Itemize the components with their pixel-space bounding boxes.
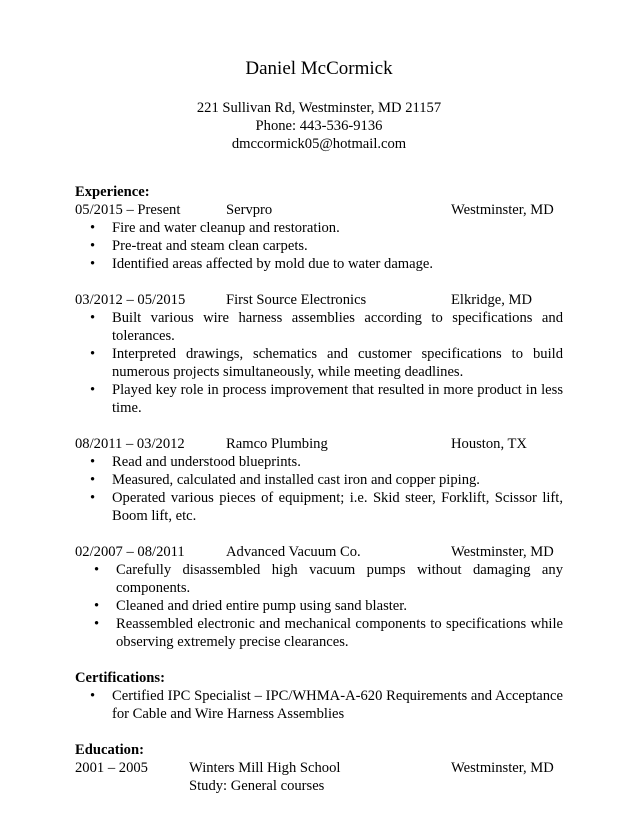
experience-section bbox=[75, 183, 563, 795]
bullet-icon: • bbox=[90, 346, 96, 362]
bullet-item: • Interpreted drawings, schematics and customer specifications to build numerous projects simultaneously, while meeting deadlines. bbox=[90, 346, 563, 380]
job-bullets bbox=[75, 309, 563, 417]
bullet-icon: • bbox=[90, 310, 96, 326]
job-bullets bbox=[75, 561, 563, 651]
bullet-icon: • bbox=[90, 454, 96, 470]
bullet-icon: • bbox=[90, 688, 96, 704]
candidate-name: Daniel McCormick bbox=[245, 58, 393, 79]
bullet-item: • Reassembled electronic and mechanical components to specifications while observing extremely precise clearances. bbox=[94, 616, 563, 650]
job-header bbox=[75, 435, 563, 453]
job-company: Advanced Vacuum Co. bbox=[226, 544, 361, 560]
experience-heading: Experience: bbox=[75, 184, 150, 200]
job-location: Elkridge, MD bbox=[451, 292, 533, 308]
job-company: Servpro bbox=[226, 202, 273, 218]
job-dates: 08/2011 – 03/2012 bbox=[75, 436, 185, 452]
certifications-heading: Certifications: bbox=[75, 670, 165, 686]
bullet-icon: • bbox=[90, 472, 96, 488]
contact-block bbox=[0, 99, 638, 153]
job-header bbox=[75, 291, 563, 309]
education-location: Westminster, MD bbox=[451, 760, 554, 776]
bullet-icon: • bbox=[90, 490, 96, 506]
job-company: Ramco Plumbing bbox=[226, 436, 328, 452]
phone: Phone: 443-536-9136 bbox=[255, 118, 383, 134]
job-location: Westminster, MD bbox=[451, 544, 554, 560]
job-location: Houston, TX bbox=[451, 436, 527, 452]
job-header bbox=[75, 543, 563, 561]
job-dates: 05/2015 – Present bbox=[75, 202, 181, 218]
bullet-item: • Measured, calculated and installed cast iron and copper piping. bbox=[90, 472, 480, 488]
education-school: Winters Mill High School bbox=[189, 760, 341, 776]
bullet-icon: • bbox=[94, 562, 100, 578]
job-dates: 02/2007 – 08/2011 bbox=[75, 544, 185, 560]
bullet-item: • Pre-treat and steam clean carpets. bbox=[90, 238, 308, 254]
bullet-icon: • bbox=[94, 598, 100, 614]
bullet-icon: • bbox=[94, 616, 100, 632]
bullet-icon: • bbox=[90, 220, 96, 236]
job-dates: 03/2012 – 05/2015 bbox=[75, 292, 186, 308]
job-location: Westminster, MD bbox=[451, 202, 554, 218]
email: dmccormick05@hotmail.com bbox=[231, 136, 407, 152]
job-bullets bbox=[75, 219, 563, 273]
bullet-icon: • bbox=[90, 382, 96, 398]
bullet-icon: • bbox=[90, 256, 96, 272]
bullet-item: • Cleaned and dried entire pump using sand blaster. bbox=[94, 598, 407, 614]
job-header bbox=[75, 201, 563, 219]
education-dates: 2001 – 2005 bbox=[75, 760, 148, 776]
education-row bbox=[75, 759, 563, 777]
education-study: Study: General courses bbox=[189, 778, 325, 794]
education-heading: Education: bbox=[75, 742, 144, 758]
job-company: First Source Electronics bbox=[226, 292, 367, 308]
job-bullets bbox=[75, 453, 563, 525]
education-study-row bbox=[75, 777, 563, 795]
certification-bullets bbox=[75, 687, 563, 723]
bullet-item: • Certified IPC Specialist – IPC/WHMA-A-620 Requirements and Acceptance for Cable and Wire Harness Assemblies bbox=[90, 688, 563, 722]
bullet-item: • Played key role in process improvement that resulted in more product in less time. bbox=[90, 382, 563, 416]
bullet-item: • Operated various pieces of equipment; i.e. Skid steer, Forklift, Scissor lift, Boom lift, etc. bbox=[90, 490, 563, 524]
bullet-item: • Read and understood blueprints. bbox=[90, 454, 301, 470]
bullet-item: • Fire and water cleanup and restoration. bbox=[90, 220, 340, 236]
bullet-item: • Identified areas affected by mold due to water damage. bbox=[90, 256, 434, 272]
bullet-item: • Carefully disassembled high vacuum pumps without damaging any components. bbox=[94, 562, 563, 596]
bullet-item: • Built various wire harness assemblies according to specifications and tolerances. bbox=[90, 310, 563, 344]
bullet-icon: • bbox=[90, 238, 96, 254]
address: 221 Sullivan Rd, Westminster, MD 21157 bbox=[196, 100, 442, 116]
